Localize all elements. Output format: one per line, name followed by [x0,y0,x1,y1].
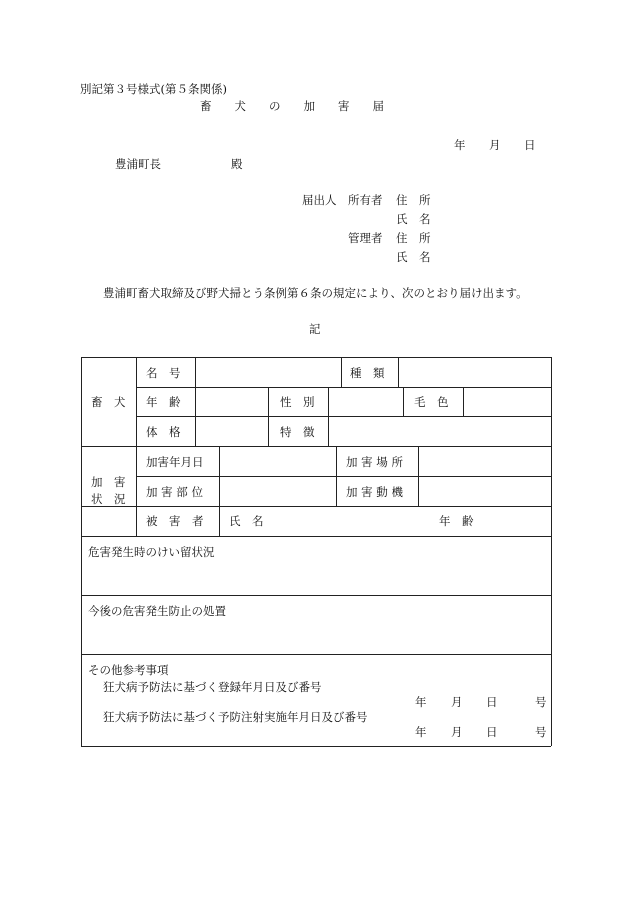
dog-group-label: 畜 犬 [91,395,126,409]
reg-number: 号 [535,695,547,709]
manager-label: 管理者 [348,231,383,245]
harm-group-label-1: 加 害 [91,475,126,489]
vac-year: 年 [415,725,427,739]
vac-day: 日 [486,725,498,739]
reg-year: 年 [415,695,427,709]
dog-name-label: 名 号 [146,366,181,380]
victim-age-label: 年 齢 [439,514,474,528]
addressee: 豊浦町長 [115,157,161,171]
harm-date-label: 加害年月日 [146,455,204,469]
prevention-label: 今後の危害発生防止の処置 [88,604,226,618]
coat-label: 毛 色 [414,395,449,409]
features-field[interactable] [329,417,551,446]
build-label: 体 格 [146,425,181,439]
manager-address-label: 住 所 [396,231,431,245]
detention-field[interactable] [82,562,551,595]
owner-label: 所有者 [348,193,383,207]
harm-date-field[interactable] [220,447,336,476]
ki-mark: 記 [309,322,321,336]
build-field[interactable] [196,417,268,446]
prevention-field[interactable] [82,620,551,654]
harm-part-field[interactable] [220,477,336,506]
rabies-vaccination-label: 狂犬病予防法に基づく予防注射実施年月日及び番号 [103,710,368,724]
coat-field[interactable] [464,388,551,416]
vac-month: 月 [451,725,463,739]
sex-field[interactable] [329,388,403,416]
statement: 豊浦町畜犬取締及び野犬掃とう条例第６条の規定により、次のとおり届け出ます。 [103,286,528,300]
harm-group-label-2: 状 況 [91,492,126,506]
form-number: 別記第３号様式(第５条関係) [80,82,227,96]
other-label: その他参考事項 [88,663,169,677]
victim-label: 被 害 者 [146,514,204,528]
features-label: 特 徴 [280,425,315,439]
vac-number: 号 [535,725,547,739]
reg-month: 月 [451,695,463,709]
dog-name-field[interactable] [196,358,341,387]
detention-label: 危害発生時のけい留状況 [88,545,215,559]
harm-place-field[interactable] [419,447,551,476]
harm-motive-field[interactable] [419,477,551,506]
harm-motive-label: 加 害 動 機 [346,485,403,499]
rabies-registration-label: 狂犬病予防法に基づく登録年月日及び番号 [103,680,322,694]
date-day-label: 日 [524,138,536,152]
page-title: 畜 犬 の 加 害 届 [200,99,384,113]
victim-name-field[interactable] [270,507,430,536]
victim-name-label: 氏 名 [229,514,264,528]
owner-name-label: 氏 名 [396,212,431,226]
date-year-label: 年 [454,138,466,152]
age-field[interactable] [196,388,268,416]
reg-day: 日 [486,695,498,709]
date-month-label: 月 [489,138,501,152]
manager-name-label: 氏 名 [396,250,431,264]
honorific: 殿 [231,157,243,171]
harm-part-label: 加 害 部 位 [146,485,203,499]
reporter-label: 届出人 [302,193,337,207]
breed-label: 種 類 [350,366,385,380]
owner-address-label: 住 所 [396,193,431,207]
sex-label: 性 別 [280,395,315,409]
age-label: 年 齢 [146,395,181,409]
breed-field[interactable] [399,358,551,387]
harm-place-label: 加 害 場 所 [346,455,403,469]
